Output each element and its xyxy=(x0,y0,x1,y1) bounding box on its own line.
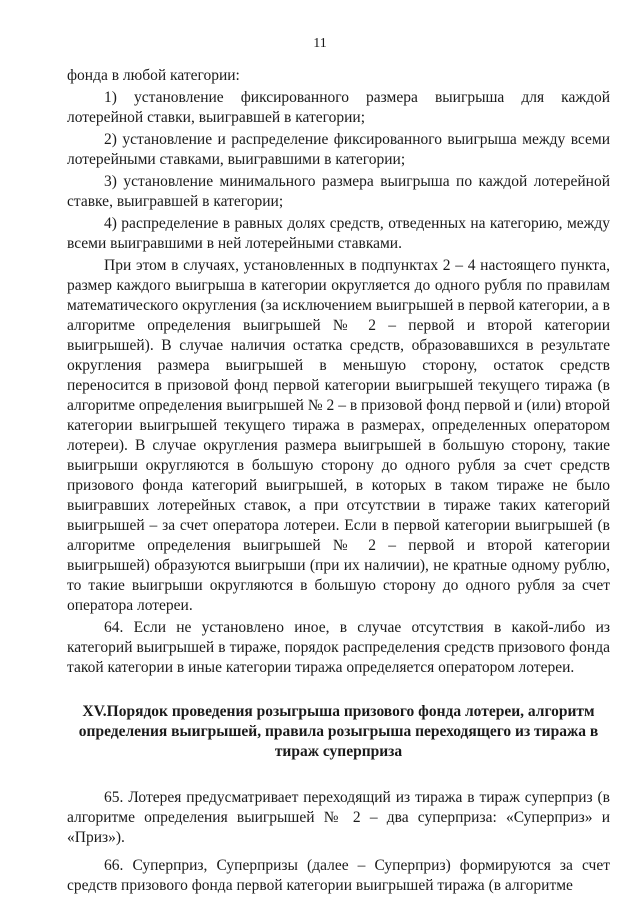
list-item-1: 1) установление фиксированного размера выигрыша для каждой лотерейной ставки, выигравшей в категории; xyxy=(67,89,610,126)
section-heading: XV.Порядок проведения розыгрыша призового фонда лотереи, алгоритм определения выигрышей, правила розыгрыша переходящего из тиража в тираж суперприза xyxy=(78,703,599,760)
list-item-4: 4) распределение в равных долях средств, отведенных на категорию, между всеми выигравшими в ней лотерейными ставками. xyxy=(67,215,610,252)
paragraph-intro: фонда в любой категории: xyxy=(67,67,240,84)
paragraph-65: 65. Лотерея предусматривает переходящий из тиража в тираж суперприз (в алгоритме определения выигрышей № 2 – два суперприза: «Суперприз» и «Приз»). xyxy=(67,789,610,846)
document-body xyxy=(67,66,610,898)
list-item-2: 2) установление и распределение фиксированного выигрыша между всеми лотерейными ставками, выигравшими в категории; xyxy=(67,131,610,168)
paragraph-64: 64. Если не установлено иное, в случае отсутствия в какой-либо из категорий выигрышей в тираже, порядок распределения средств призового фонда такой категории в иные категории тиража определяется оператором лотереи. xyxy=(67,619,610,676)
list-item-3: 3) установление минимального размера выигрыша по каждой лотерейной ставке, выигравшей в категории; xyxy=(67,173,610,210)
paragraph-rounding: При этом в случаях, установленных в подпунктах 2 – 4 настоящего пункта, размер каждого выигрыша в категории округляется до одного рубля по правилам математического округления (за исключением выигрышей в первой категории, а в алгоритме определения выигрышей № 2 – первой и второй категории выигрышей). В случае наличия остатка средств, образовавшихся в результате округления размера выигрышей в меньшую сторону, остаток средств переносится в призовой фонд первой категории выигрышей текущего тиража (в алгоритме определения выигрышей № 2 – в призовой фонд первой и (или) второй категории выигрышей текущего тиража в размерах, определенных оператором лотереи). В случае округления размера выигрышей в большую сторону, такие выигрыши округляются в большую сторону до одного рубля за счет средств призового фонда категорий выигрышей, в которых в таком тираже не было выигравших лотерейных ставок, а при отсутствии в тираже таких категорий выигрышей – за счет оператора лотереи. Если в первой категории выигрышей (в алгоритме определения выигрышей № 2 – первой и второй категории выигрышей) образуются выигрыши (при их наличии), не кратные одному рублю, то такие выигрыши округляются в большую сторону до одного рубля за счет оператора лотереи. xyxy=(67,257,610,614)
paragraph-66: 66. Суперприз, Суперпризы (далее – Суперприз) формируются за счет средств призового фонда первой категории выигрышей тиража (в алгоритме xyxy=(67,857,610,894)
page-number: 11 xyxy=(313,36,327,51)
